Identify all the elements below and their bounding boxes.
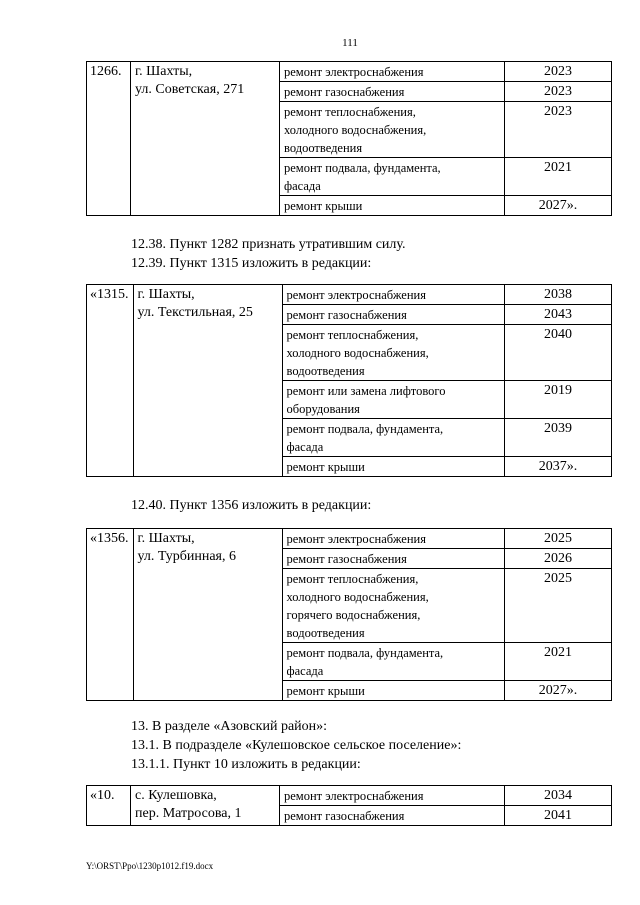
paragraph-12-38: 12.38. Пункт 1282 признать утратившим силу. <box>131 237 406 252</box>
work-year: 2025 <box>505 529 612 549</box>
work-year: 2038 <box>505 285 612 305</box>
table-item-1266 <box>86 61 612 216</box>
table-row <box>87 285 612 305</box>
work-type: ремонт газоснабжения <box>282 549 505 569</box>
work-year: 2021 <box>505 643 612 681</box>
address-line-1: г. Шахты, <box>137 531 195 546</box>
table-item-1315 <box>86 284 612 477</box>
address-line-1: г. Шахты, <box>135 64 193 79</box>
address-line-2: пер. Матросова, 1 <box>135 806 242 821</box>
work-year: 2041 <box>505 806 612 826</box>
paragraph-13-1: 13.1. В подразделе «Кулешовское сельское поселение»: <box>131 738 462 753</box>
work-type: ремонт теплоснабжения, холодного водоснабжения, водоотведения <box>282 325 505 381</box>
table-row <box>87 786 612 806</box>
item-number: «1356. <box>87 529 134 701</box>
work-year: 2043 <box>505 305 612 325</box>
work-type: ремонт теплоснабжения, холодного водоснабжения, горячего водоснабжения, водоотведения <box>282 569 505 643</box>
work-type: ремонт крыши <box>280 196 505 216</box>
footer-file-path: Y:\ORST\Ppo\1230p1012.f19.docx <box>86 861 214 871</box>
item-address <box>131 62 280 216</box>
work-year: 2034 <box>505 786 612 806</box>
work-year: 2023 <box>505 102 612 158</box>
table-row <box>87 62 612 82</box>
work-year: 2040 <box>505 325 612 381</box>
item-address <box>133 285 282 477</box>
item-address <box>133 529 282 701</box>
page-number: 111 <box>342 37 358 49</box>
paragraph-13: 13. В разделе «Азовский район»: <box>131 719 328 734</box>
paragraph-13-1-1: 13.1.1. Пункт 10 изложить в редакции: <box>131 757 361 772</box>
address-line-1: г. Шахты, <box>137 287 195 302</box>
address-line-2: ул. Турбинная, 6 <box>137 549 236 564</box>
work-year: 2021 <box>505 158 612 196</box>
work-type: ремонт газоснабжения <box>280 806 505 826</box>
paragraph-12-39: 12.39. Пункт 1315 изложить в редакции: <box>131 256 372 271</box>
work-type: ремонт или замена лифтового оборудования <box>282 381 505 419</box>
address-line-1: с. Кулешовка, <box>135 788 217 803</box>
work-type: ремонт электроснабжения <box>282 285 505 305</box>
work-year: 2023 <box>505 62 612 82</box>
table-item-1356 <box>86 528 612 701</box>
address-line-2: ул. Текстильная, 25 <box>137 305 253 320</box>
table-row <box>87 529 612 549</box>
paragraph-12-40: 12.40. Пункт 1356 изложить в редакции: <box>131 498 372 513</box>
work-type: ремонт газоснабжения <box>282 305 505 325</box>
work-year: 2019 <box>505 381 612 419</box>
work-year: 2023 <box>505 82 612 102</box>
item-number: «1315. <box>87 285 134 477</box>
work-year: 2027». <box>505 681 612 701</box>
work-type: ремонт электроснабжения <box>282 529 505 549</box>
work-type: ремонт электроснабжения <box>280 62 505 82</box>
address-line-2: ул. Советская, 271 <box>135 82 245 97</box>
work-type: ремонт крыши <box>282 457 505 477</box>
work-type: ремонт подвала, фундамента, фасада <box>282 419 505 457</box>
item-number: «10. <box>87 786 131 826</box>
work-year: 2037». <box>505 457 612 477</box>
table-item-10 <box>86 785 612 826</box>
work-year: 2027». <box>505 196 612 216</box>
item-address <box>131 786 280 826</box>
work-year: 2026 <box>505 549 612 569</box>
work-type: ремонт подвала, фундамента, фасада <box>280 158 505 196</box>
work-type: ремонт крыши <box>282 681 505 701</box>
item-number: 1266. <box>87 62 131 216</box>
work-type: ремонт теплоснабжения, холодного водоснабжения, водоотведения <box>280 102 505 158</box>
work-year: 2025 <box>505 569 612 643</box>
work-type: ремонт подвала, фундамента, фасада <box>282 643 505 681</box>
work-year: 2039 <box>505 419 612 457</box>
work-type: ремонт газоснабжения <box>280 82 505 102</box>
work-type: ремонт электроснабжения <box>280 786 505 806</box>
